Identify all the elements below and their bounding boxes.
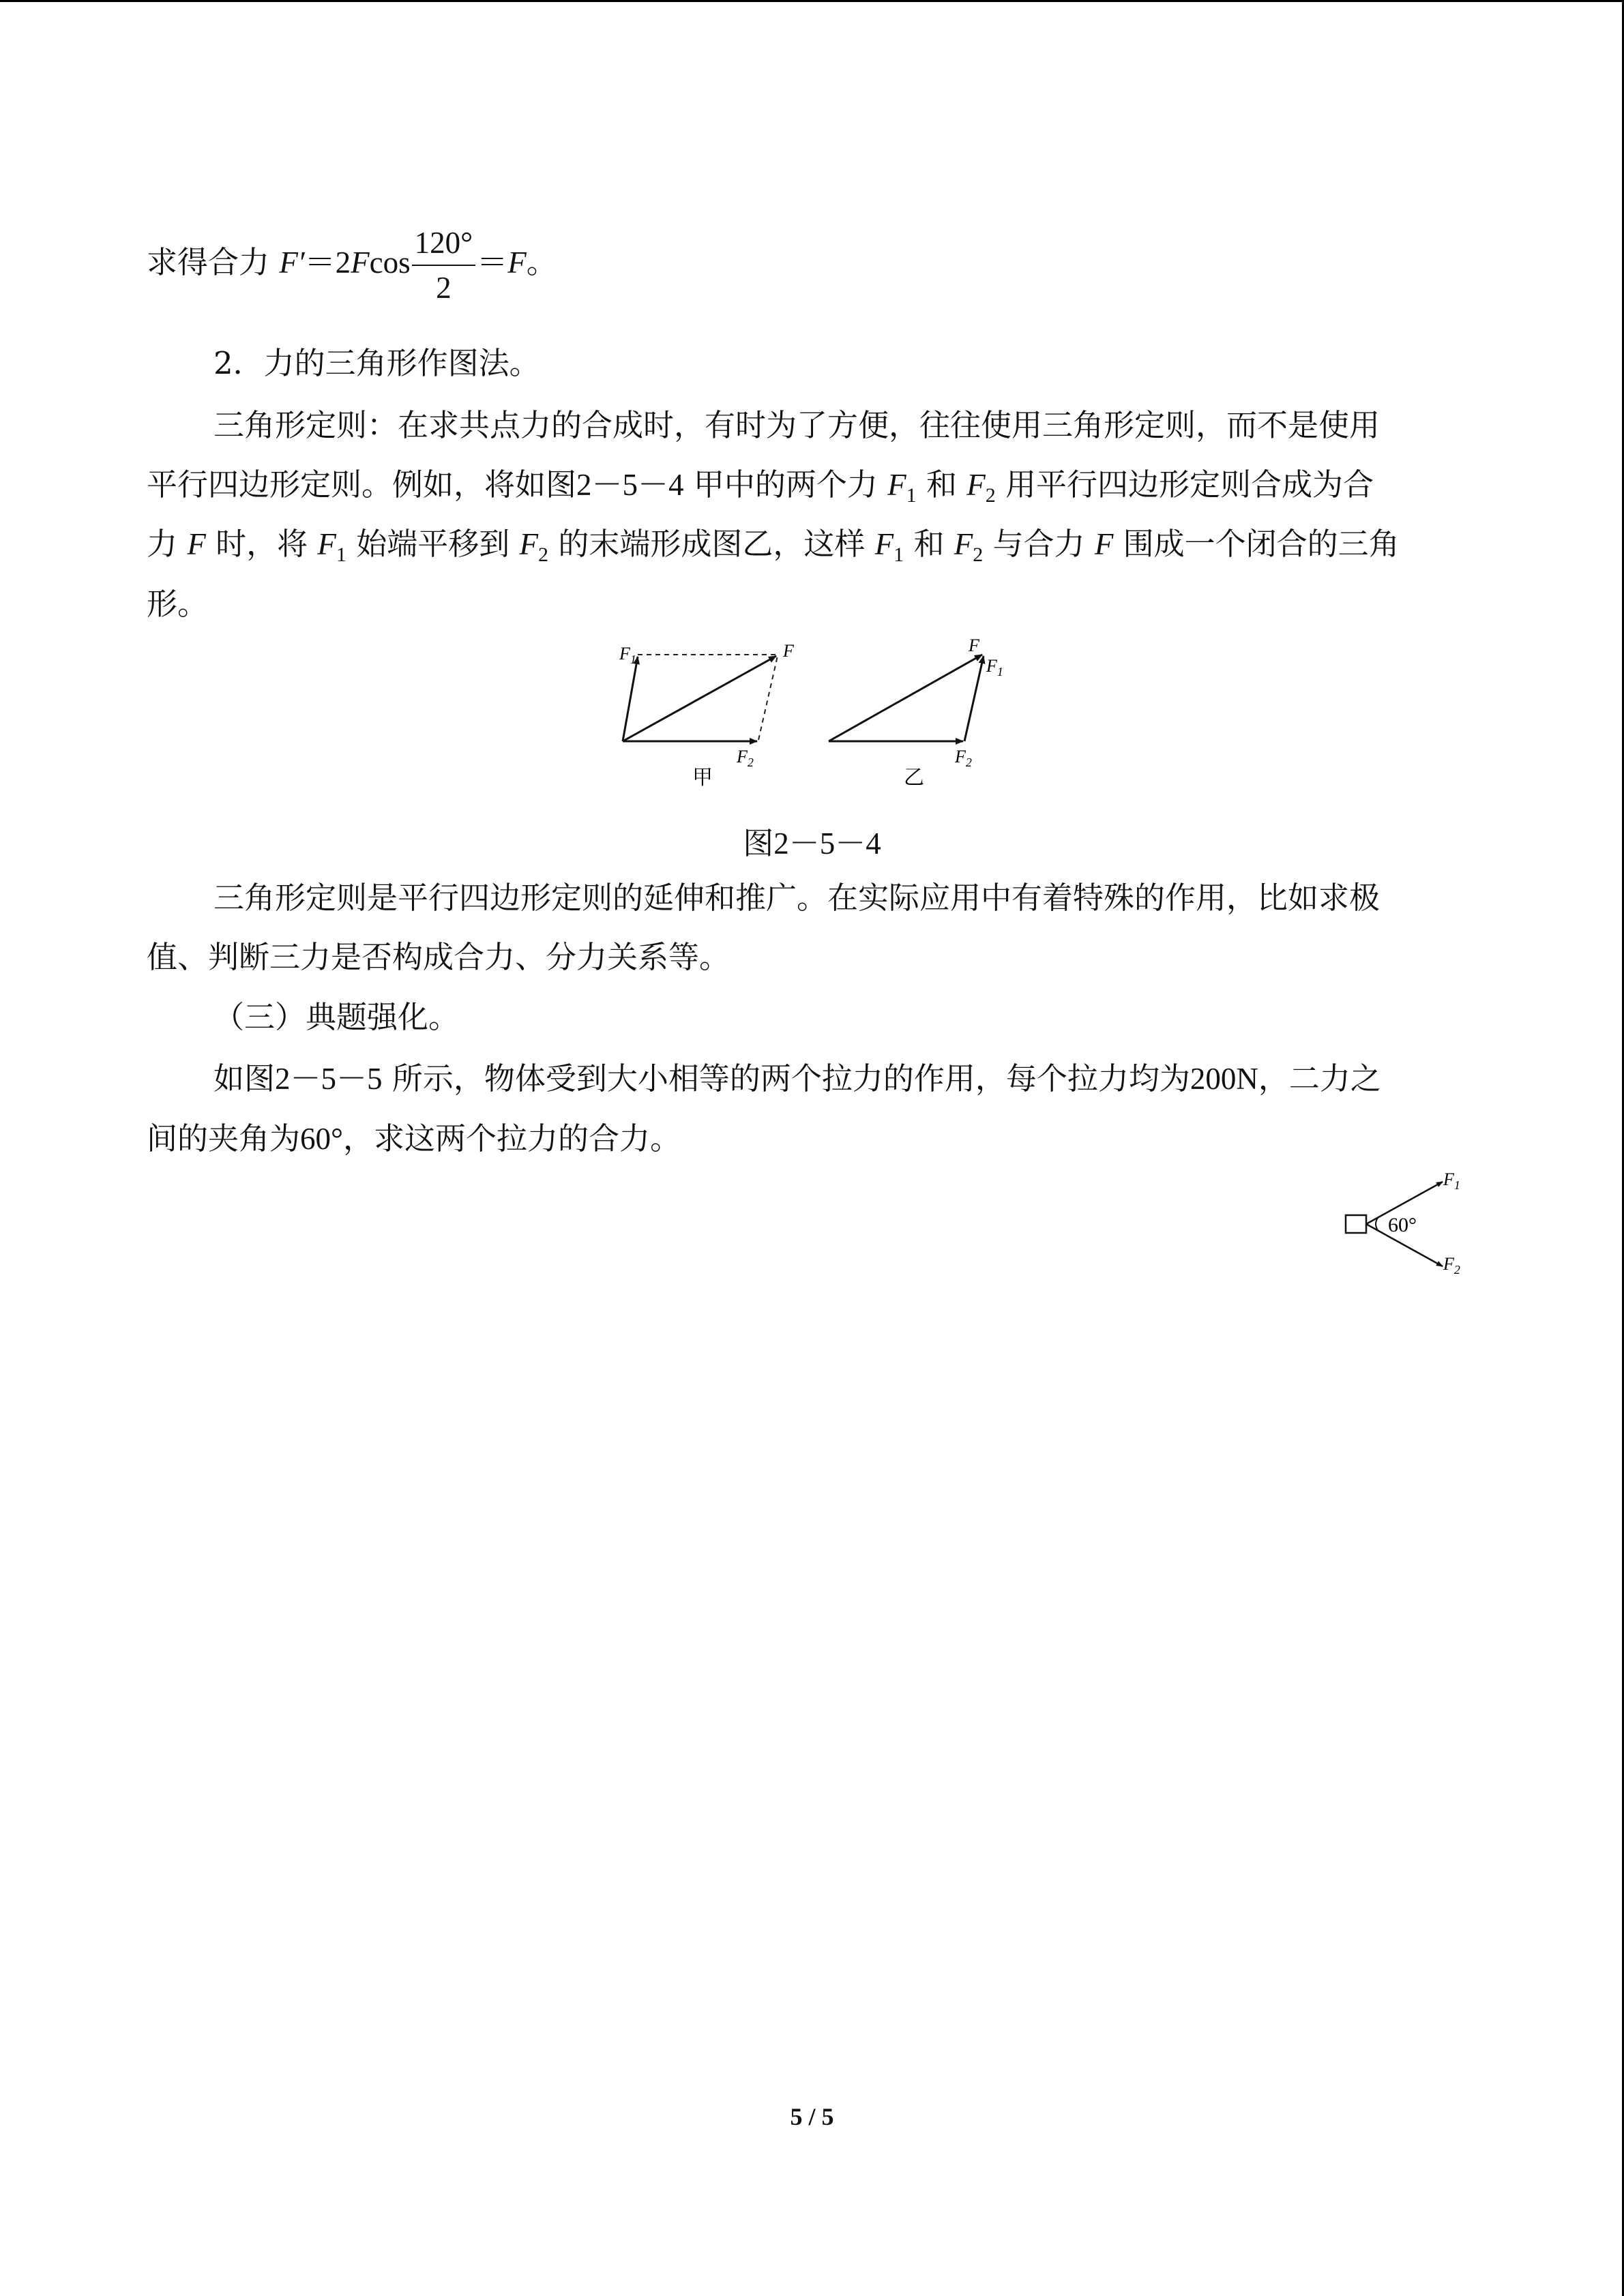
label-yi: 乙 — [904, 766, 924, 789]
p1-l3-text-f: 与合力 — [983, 526, 1095, 562]
label-f-yi: F — [969, 636, 979, 655]
formula-eq1: ＝2 — [304, 245, 351, 280]
paragraph1-line1: 三角形定则：在求共点力的合成时，有时为了方便，往往使用三角形定则，而不是使用 — [213, 407, 1381, 443]
var-f1: F — [887, 468, 906, 502]
angle-arc — [1376, 1218, 1378, 1230]
paragraph2-line2: 值、判断三力是否构成合力、分力关系等。 — [147, 939, 730, 975]
sub-1: 1 — [894, 543, 904, 566]
object-box — [1346, 1215, 1366, 1233]
figure-2-5-4 — [600, 634, 1037, 798]
formula-result: F — [507, 245, 527, 280]
p3-l1-text-b: 所示，物体受到大小相等的两个拉力的作用，每个拉力均为 — [382, 1060, 1190, 1097]
label-f1-pull: $F_1$ — [1443, 1169, 1460, 1192]
label-f1-yi: $F_1$ — [986, 656, 1003, 679]
var-f2: F — [519, 527, 539, 561]
figure-ref-255: 2－5－5 — [275, 1062, 383, 1096]
var-f1: F — [874, 527, 894, 561]
caption-number: 2－5－4 — [773, 826, 881, 861]
p1-l3-text-b: 时，将 — [205, 526, 318, 562]
sub-2: 2 — [538, 543, 549, 566]
caption-prefix: 图 — [743, 825, 774, 861]
p3-l1-text-a: 如图 — [213, 1060, 276, 1097]
formula-end: 。 — [526, 244, 557, 280]
paragraph1-line2 — [147, 464, 1374, 505]
p3-l1-text-c: ，二力之 — [1258, 1060, 1381, 1097]
paragraph1-line3 — [147, 524, 1400, 565]
sub-2: 2 — [985, 484, 996, 507]
p1-l3-text-a: 力 — [147, 526, 188, 562]
var-f2: F — [966, 468, 986, 502]
diagram-jia — [619, 641, 795, 789]
var-f1: F — [317, 527, 336, 561]
fraction-numerator: 120° — [412, 225, 476, 266]
sub-2: 2 — [973, 543, 984, 566]
p1-l3-text-c: 始端平移到 — [346, 526, 520, 562]
paragraph3-line1 — [213, 1058, 1381, 1099]
section-three-heading: （三）典题强化。 — [213, 999, 460, 1035]
vector-f — [623, 656, 776, 741]
paragraph2-line1: 三角形定则是平行四边形定则的延伸和推广。在实际应用中有着特殊的作用，比如求极 — [213, 880, 1381, 916]
label-f2-pull: $F_2$ — [1443, 1254, 1460, 1277]
p1-l2-text-a: 平行四边形定则。例如，将如图 — [147, 466, 577, 503]
label-f2-yi: $F_2$ — [955, 747, 972, 769]
formula-f-prime: F′ — [279, 245, 305, 280]
force-value: 200N — [1190, 1062, 1258, 1096]
fraction-denominator: 2 — [436, 270, 452, 305]
label-jia: 甲 — [692, 766, 713, 789]
sub-1: 1 — [906, 484, 917, 507]
label-f1: $F_1$ — [619, 644, 636, 666]
paragraph1-line4: 形。 — [147, 586, 209, 622]
formula-line — [147, 218, 557, 307]
vector-f1 — [623, 657, 638, 741]
figure-ref-254: 2－5－4 — [576, 468, 684, 502]
formula-fraction — [412, 225, 476, 305]
angle-value: 60° — [300, 1122, 344, 1156]
page-border-top — [0, 0, 1624, 2]
section-heading: 2．力的三角形作图法。 — [213, 345, 540, 381]
p1-l2-text-d: 用平行四边形定则合成为合 — [995, 466, 1374, 503]
vector-f-yi — [829, 655, 982, 741]
formula-f: F — [351, 245, 370, 280]
sub-1: 1 — [336, 543, 346, 566]
angle-label: 60° — [1388, 1214, 1417, 1236]
var-f: F — [1094, 527, 1114, 561]
formula-prefix: 求得合力 — [147, 244, 280, 280]
label-f2: $F_2$ — [737, 747, 754, 769]
vector-f1-yi — [964, 656, 984, 741]
var-f2: F — [954, 527, 973, 561]
p1-l2-text-c: 和 — [916, 466, 967, 503]
var-f: F — [187, 527, 206, 561]
p1-l3-text-e: 和 — [904, 526, 954, 562]
formula-cos: cos — [369, 245, 411, 280]
p3-l2-text-a: 间的夹角为 — [147, 1120, 301, 1157]
formula-eq2: ＝ — [477, 244, 508, 280]
p1-l2-text-b: 甲中的两个力 — [683, 466, 888, 503]
page-number: 5 / 5 — [790, 2103, 834, 2130]
figure-caption — [0, 818, 1624, 863]
diagram-yi — [829, 636, 1003, 789]
p3-l2-text-b: ，求这两个拉力的合力。 — [343, 1120, 681, 1157]
figure-2-5-5 — [1337, 1166, 1473, 1289]
label-f: F — [783, 641, 794, 661]
p1-l3-text-g: 围成一个闭合的三角 — [1113, 526, 1400, 562]
p1-l3-text-d: 的末端形成图乙，这样 — [548, 526, 875, 562]
paragraph3-line2 — [147, 1118, 681, 1159]
dashed-right-edge — [758, 656, 778, 740]
